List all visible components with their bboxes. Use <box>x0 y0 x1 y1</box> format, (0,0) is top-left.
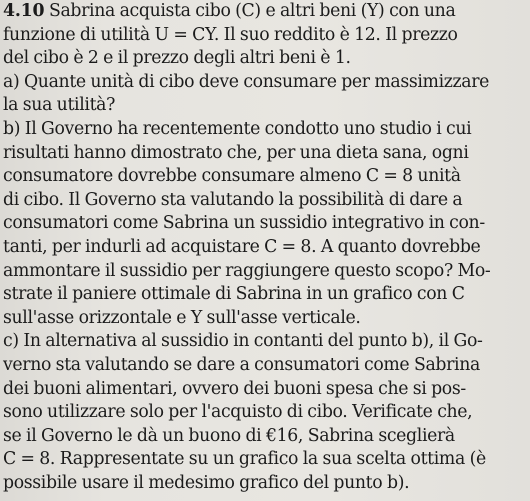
part-a-line-1: a) Quante unità di cibo deve consumare per massimizzare <box>3 71 490 92</box>
exercise-text <box>3 0 523 495</box>
part-b-line-2: risultati hanno dimostrato che, per una dieta sana, ogni <box>3 142 469 163</box>
exercise-line-1-text: Sabrina acquista cibo (C) e altri beni (Y) con una <box>48 1 456 21</box>
exercise-line-3: del cibo è 2 e il prezzo degli altri beni è 1. <box>3 48 351 69</box>
exercise-line-1 <box>3 0 523 24</box>
part-b-line-4: di cibo. Il Governo sta valutando la possibilità di dare a <box>3 189 463 210</box>
part-c-line-3: dei buoni alimentari, ovvero dei buoni spesa che si pos- <box>3 378 466 399</box>
part-b-line-7: ammontare il sussidio per raggiungere questo scopo? Mo- <box>3 260 491 281</box>
part-b-line-5: consumatori come Sabrina un sussidio integrativo in con- <box>3 213 485 234</box>
part-c-line-5: se il Governo le dà un buono di €16, Sabrina sceglierà <box>3 425 455 446</box>
part-c-line-6: C = 8. Rappresentate su un grafico la sua scelta ottima (è <box>3 449 486 470</box>
part-c-line-2: verno sta valutando se dare a consumatori come Sabrina <box>3 354 480 375</box>
part-b-line-6: tanti, per indurli ad acquistare C = 8. A quanto dovrebbe <box>3 236 481 257</box>
exercise-number: 4.10 <box>3 1 45 21</box>
part-b-line-1: b) Il Governo ha recentemente condotto uno studio i cui <box>3 118 472 139</box>
part-b-line-8: strate il paniere ottimale di Sabrina in un grafico con C <box>3 284 465 305</box>
part-a-line-2: la sua utilità? <box>3 95 116 116</box>
part-c-line-4: sono utilizzare solo per l'acquisto di cibo. Verificate che, <box>3 402 473 423</box>
part-b-line-3: consumatore dovrebbe consumare almeno C = 8 unità <box>3 166 461 187</box>
part-c-line-7: possibile usare il medesimo grafico del punto b). <box>3 472 410 493</box>
part-c-line-1: c) In alternativa al sussidio in contanti del punto b), il Go- <box>3 331 483 352</box>
exercise-line-2: funzione di utilità U = CY. Il suo reddito è 12. Il prezzo <box>3 24 458 45</box>
part-b-line-9: sull'asse orizzontale e Y sull'asse verticale. <box>3 307 361 328</box>
